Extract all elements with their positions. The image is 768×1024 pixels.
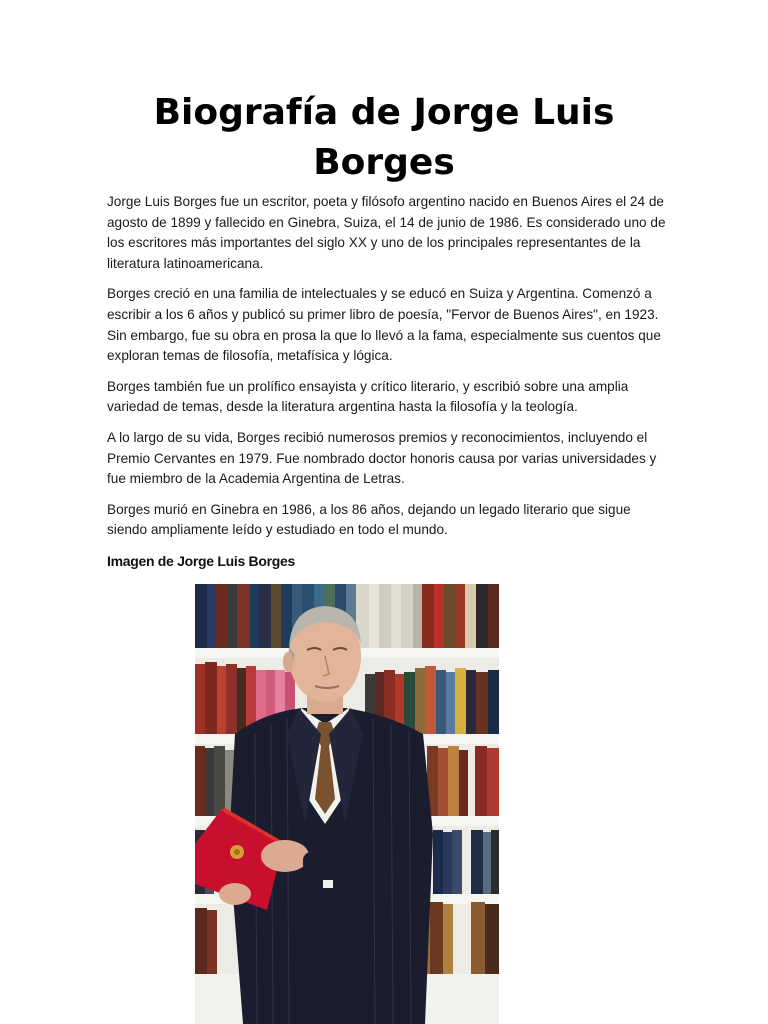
paragraph-education: Borges creció en una familia de intelectuales y se educó en Suiza y Argentina. Comenzó a escribir a los 6 años y publicó su primer libro de poesía, "Fervor de Buenos Aires", en 1923. Sin embargo, fue su obra en prosa la que lo llevó a la fama, especialmente sus cuentos que exploran temas de filosofía, metafísica y lógica. bbox=[107, 286, 661, 364]
paragraph-birth: Jorge Luis Borges fue un escritor, poeta y filósofo argentino nacido en Buenos Aires el 24 de agosto de 1899 y fallecido en Ginebra, Suiza, el 14 de junio de 1986. Es considerado uno de los escritores más importantes del siglo XX y uno de los principales representantes de la literatura latinoamericana. bbox=[107, 194, 666, 271]
paragraph-death: Borges murió en Ginebra en 1986, a los 86 años, dejando un legado literario que sigue siendo ampliamente leído y estudiado en todo el mundo. bbox=[107, 501, 631, 538]
right-hand bbox=[261, 840, 309, 872]
image-heading: Imagen de Jorge Luis Borges bbox=[107, 553, 295, 569]
ear bbox=[283, 652, 293, 672]
page-title: Biografía de Jorge Luis Borges bbox=[153, 92, 615, 183]
paragraph-awards: A lo largo de su vida, Borges recibió numerosos premios y reconocimientos, incluyendo el Premio Cervantes en 1979. Fue nombrado doctor honoris causa por varias universidades y fue miembro de la Academia Argentina de Letras. bbox=[107, 429, 657, 487]
borges-photo-illustration bbox=[195, 584, 499, 1024]
biography-body bbox=[107, 192, 667, 551]
left-hand bbox=[219, 883, 251, 905]
paragraph-essayist: Borges también fue un prolífico ensayista y crítico literario, y escribió sobre una amplia variedad de temas, desde la literatura argentina hasta la filosofía y la teología. bbox=[107, 378, 629, 415]
borges-photo bbox=[195, 584, 499, 1024]
